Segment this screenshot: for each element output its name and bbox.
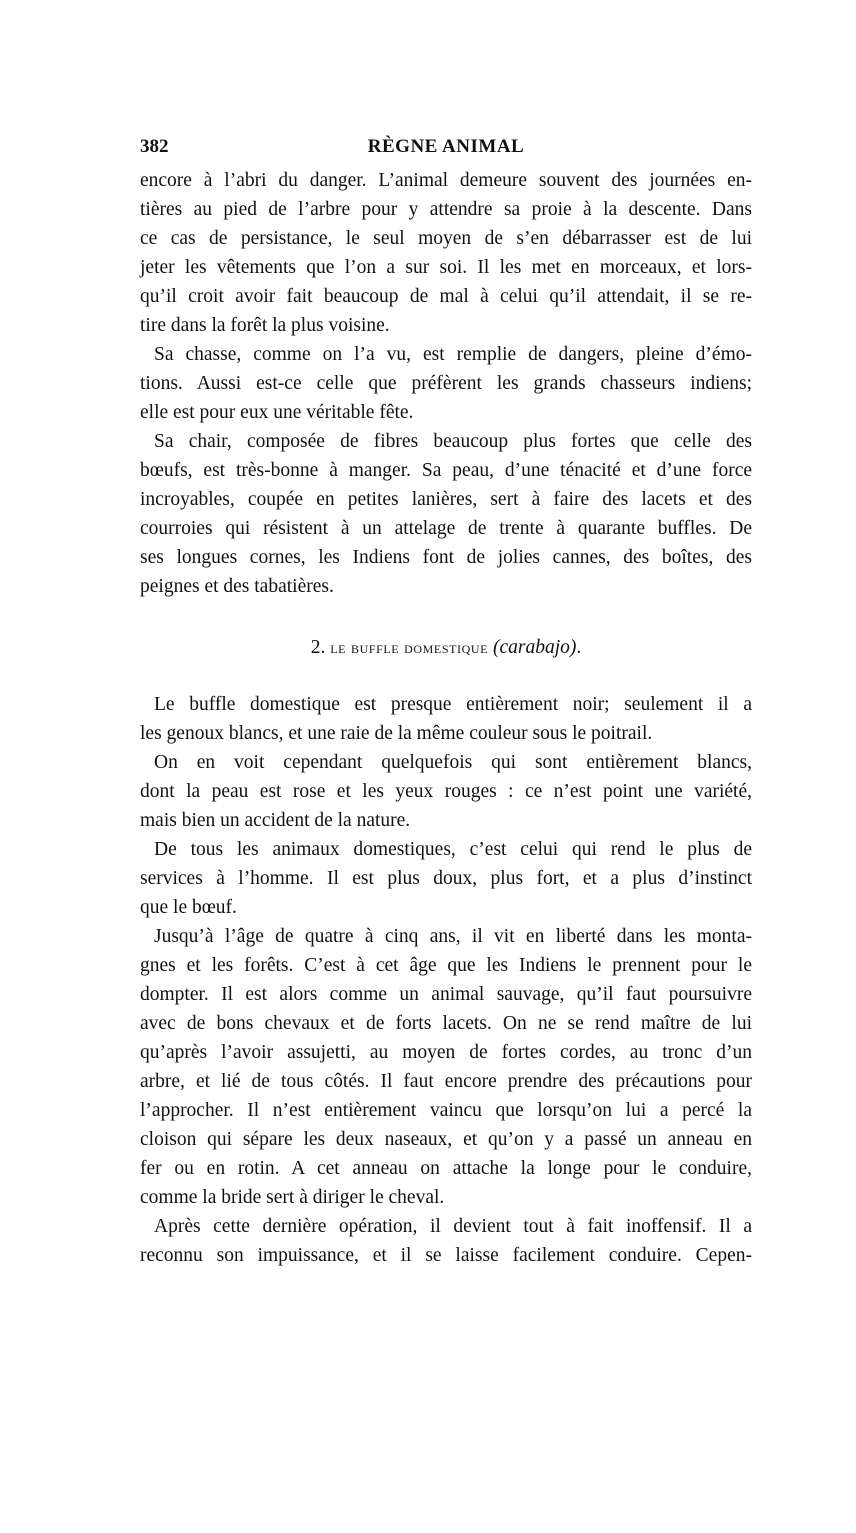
text-line: encore à l’abri du danger. L’animal demeure souvent des journées en- bbox=[140, 170, 752, 191]
text-line: gnes et les forêts. C’est à cet âge que les Indiens le prennent pour le bbox=[140, 955, 752, 976]
text-line: que le bœuf. bbox=[140, 897, 237, 918]
text-line: les genoux blancs, et une raie de la même couleur sous le poitrail. bbox=[140, 723, 653, 744]
page-number: 382 bbox=[140, 136, 169, 157]
text-line: mais bien un accident de la nature. bbox=[140, 810, 411, 831]
text-line: qu’il croit avoir fait beaucoup de mal à celui qu’il attendait, il se re- bbox=[140, 286, 752, 307]
text-line: tières au pied de l’arbre pour y attendre sa proie à la descente. Dans bbox=[140, 199, 752, 220]
text-line: Sa chasse, comme on l’a vu, est remplie de dangers, pleine d’émo- bbox=[154, 344, 752, 365]
text-line: comme la bride sert à diriger le cheval. bbox=[140, 1187, 445, 1208]
section-subtitle: (carabajo) bbox=[492, 637, 577, 658]
text-line: incroyables, coupée en petites lanières, sert à faire des lacets et des bbox=[140, 489, 752, 510]
text-line: l’approcher. Il n’est entièrement vaincu que lorsqu’on lui a percé la bbox=[140, 1100, 752, 1121]
text-line: Jusqu’à l’âge de quatre à cinq ans, il vit en liberté dans les monta- bbox=[154, 926, 752, 947]
text-line: courroies qui résistent à un attelage de trente à quarante buffles. De bbox=[140, 518, 752, 539]
section-number: 2. bbox=[310, 637, 326, 658]
text-line: services à l’homme. Il est plus doux, plus fort, et a plus d’instinct bbox=[140, 868, 752, 889]
section-title: le buffle domestique bbox=[330, 638, 489, 657]
text-line: avec de bons chevaux et de forts lacets. On ne se rend maître de lui bbox=[140, 1013, 752, 1034]
text-line: peignes et des tabatières. bbox=[140, 576, 334, 597]
text-line: On en voit cependant quelquefois qui sont entièrement blancs, bbox=[154, 752, 752, 773]
text-line: ce cas de persistance, le seul moyen de s’en débarrasser est de lui bbox=[140, 228, 752, 249]
text-line: dompter. Il est alors comme un animal sauvage, qu’il faut poursuivre bbox=[140, 984, 752, 1005]
section-end: . bbox=[576, 637, 582, 658]
text-line: De tous les animaux domestiques, c’est celui qui rend le plus de bbox=[154, 839, 752, 860]
page-header bbox=[140, 136, 752, 160]
text-line: ses longues cornes, les Indiens font de jolies cannes, des boîtes, des bbox=[140, 547, 752, 568]
text-line: reconnu son impuissance, et il se laisse facilement conduire. Cepen- bbox=[140, 1245, 752, 1266]
text-line: Le buffle domestique est presque entièrement noir; seulement il a bbox=[154, 694, 752, 715]
text-line: tions. Aussi est-ce celle que préfèrent les grands chasseurs indiens; bbox=[140, 373, 752, 394]
section-heading bbox=[140, 634, 752, 662]
text-line: arbre, et lié de tous côtés. Il faut encore prendre des précautions pour bbox=[140, 1071, 752, 1092]
text-line: Sa chair, composée de fibres beaucoup plus fortes que celle des bbox=[154, 431, 752, 452]
text-line: tire dans la forêt la plus voisine. bbox=[140, 315, 390, 336]
text-line: cloison qui sépare les deux naseaux, et qu’on y a passé un anneau en bbox=[140, 1129, 752, 1150]
text-line: fer ou en rotin. A cet anneau on attache la longe pour le conduire, bbox=[140, 1158, 752, 1179]
text-line: bœufs, est très-bonne à manger. Sa peau, d’une ténacité et d’une force bbox=[140, 460, 752, 481]
running-title: RÈGNE ANIMAL bbox=[367, 136, 525, 157]
text-line: Après cette dernière opération, il devient tout à fait inoffensif. Il a bbox=[154, 1216, 752, 1237]
text-line: jeter les vêtements que l’on a sur soi. Il les met en morceaux, et lors- bbox=[140, 257, 752, 278]
text-line: qu’après l’avoir assujetti, au moyen de fortes cordes, au tronc d’un bbox=[140, 1042, 752, 1063]
text-line: elle est pour eux une véritable fête. bbox=[140, 402, 414, 423]
text-line: dont la peau est rose et les yeux rouges : ce n’est point une variété, bbox=[140, 781, 752, 802]
